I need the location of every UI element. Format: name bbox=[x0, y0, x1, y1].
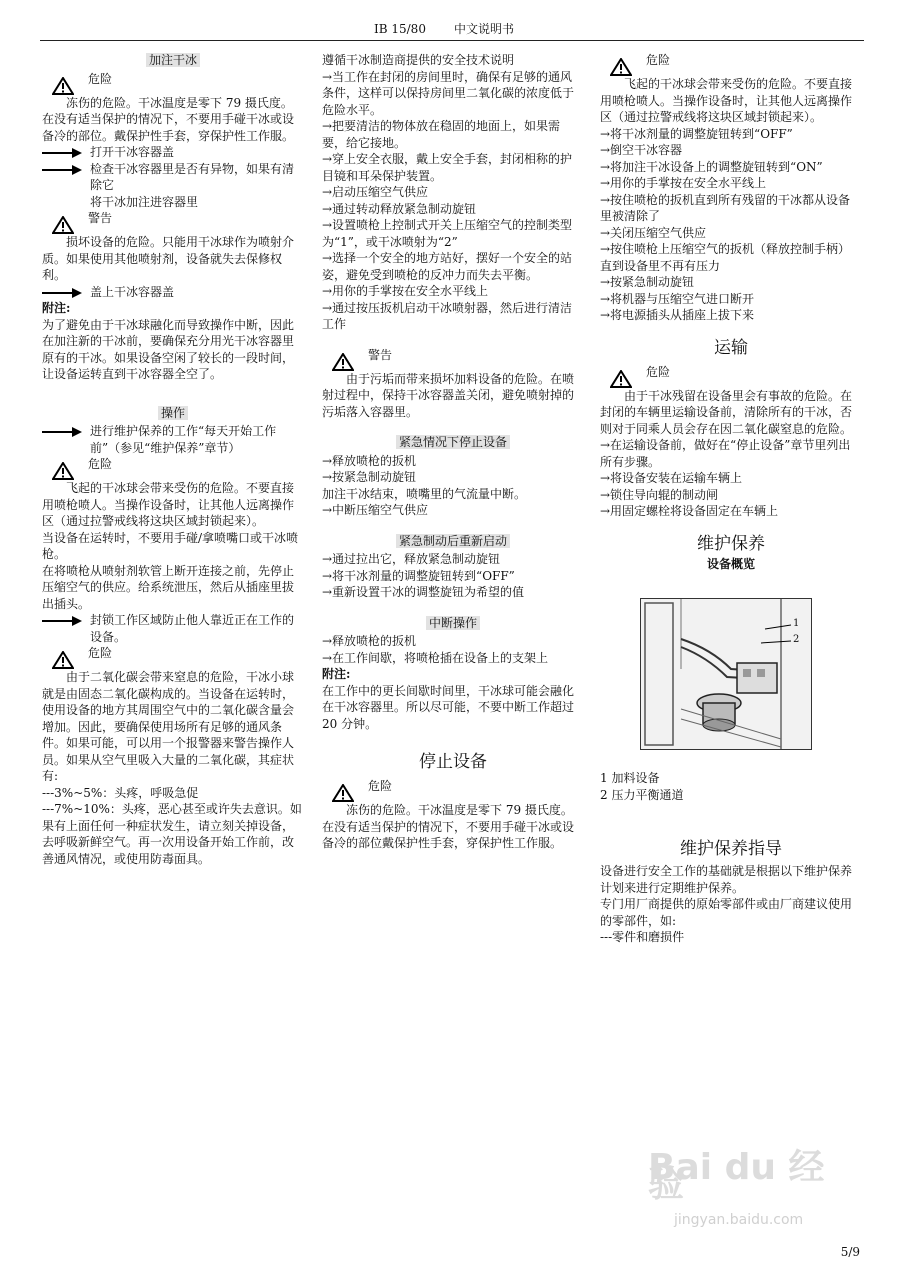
note-text: 在工作中的更长间歇时间里，干冰球可能会融化在干冰容器里。所以尽可能，不要中断工作超过 20 分钟。 bbox=[322, 683, 575, 731]
warning-triangle-icon bbox=[332, 353, 354, 371]
danger-title: 危险 bbox=[88, 646, 113, 660]
step-item: →将干冰剂量的调整旋钮转到“OFF” bbox=[322, 568, 515, 583]
danger-title: 危险 bbox=[646, 364, 671, 379]
arrow-right-icon bbox=[42, 614, 82, 628]
danger-text: 飞起的干冰球会带来受伤的危险。不要直接用喷枪喷人。当操作设备时，让其他人远离操作区（通过拉警戒线将这块区域封锁起来）。 bbox=[42, 481, 295, 528]
step-item: →用固定螺栓将设备固定在车辆上 bbox=[600, 504, 779, 518]
danger-title: 危险 bbox=[368, 779, 393, 793]
step-item: →穿上安全衣服，戴上安全手套，封闭相称的护目镜和耳朵保护装置。 bbox=[322, 152, 573, 183]
section-heading-restart: 紧急制动后重新启动 bbox=[322, 533, 584, 550]
step-item: →倒空干冰容器 bbox=[600, 143, 683, 157]
note-text: 为了避免由于干冰球融化而导致操作中断，因此在加注新的干冰前，要确保充分用光干冰容器里原有的干冰。如果设备空闲了较长的一段时间，让设备运转直到干冰容器全空了。 bbox=[42, 317, 295, 381]
column-2 bbox=[322, 52, 584, 852]
danger-block bbox=[322, 778, 584, 802]
step-item: →将干冰剂量的调整旋钮转到“OFF” bbox=[600, 126, 793, 141]
section-heading-add-ice: 加注干冰 bbox=[42, 52, 304, 69]
step-item: →释放喷枪的扳机 bbox=[322, 634, 417, 648]
step-item: →重新设置干冰的调整旋钮为希望的值 bbox=[322, 585, 525, 599]
arrow-right-icon bbox=[42, 163, 82, 177]
step-item: →中断压缩空气供应 bbox=[322, 503, 429, 517]
guide-text: ---零件和磨损件 bbox=[600, 930, 685, 944]
arrow-right-icon bbox=[42, 425, 82, 439]
device-overview-figure bbox=[640, 598, 812, 750]
step-item: 进行维护保养的工作“每天开始工作前”（参见“维护保养”章节） bbox=[42, 423, 304, 456]
legend-item: 1 加料设备 bbox=[600, 771, 660, 785]
danger-block bbox=[42, 645, 304, 669]
danger-text: 飞起的干冰球会带来受伤的危险。不要直接用喷枪喷人。当操作设备时，让其他人远离操作区（通过拉警戒线将这块区域封锁起来）。 bbox=[600, 77, 853, 124]
warning-block bbox=[42, 210, 304, 234]
step-item: →锁住导向辊的制动闸 bbox=[600, 487, 719, 502]
danger-block bbox=[600, 52, 862, 76]
warning-triangle-icon bbox=[332, 784, 354, 802]
guide-text: 专门用厂商提供的原始零部件或由厂商建议使用的零部件，如: bbox=[600, 897, 853, 928]
note-title: 附注: bbox=[322, 667, 351, 681]
step-item: 打开干冰容器盖 bbox=[42, 144, 304, 161]
section-heading-maintenance: 维护保养 bbox=[697, 533, 765, 554]
step-item: →按紧急制动旋钮 bbox=[322, 470, 417, 484]
danger-title: 危险 bbox=[88, 71, 113, 86]
warning-triangle-icon bbox=[52, 651, 74, 669]
note-title: 附注: bbox=[42, 301, 71, 315]
arrow-right-icon bbox=[42, 146, 82, 160]
step-item: →将加注干冰设备上的调整旋钮转到“ON” bbox=[600, 159, 823, 174]
step-item: →用你的手掌按在安全水平线上 bbox=[600, 176, 767, 190]
op-text: 在将喷枪从喷射剂软管上断开连接之前，先停止压缩空气的供应。给系统泄压，然后从插座里拔出插头。 bbox=[42, 563, 295, 611]
step-item: →通过拉出它，释放紧急制动旋钮 bbox=[322, 552, 501, 566]
step-item: →在工作间歇，将喷枪插在设备上的支架上 bbox=[322, 650, 549, 665]
danger-block bbox=[42, 456, 304, 480]
section-heading-transport: 运输 bbox=[714, 337, 748, 358]
danger-text: 冻伤的危险。干冰温度是零下 79 摄氏度。在没有适当保护的情况下，不要用手碰干冰或设备冷的部位。戴保护性手套，穿保护性工作服。 bbox=[42, 95, 295, 143]
step-item: 检查干冰容器里是否有异物，如果有清除它 bbox=[42, 161, 304, 194]
warning-block bbox=[322, 347, 584, 371]
op-text: 当设备在运转时，不要用手碰/拿喷嘴口或干冰喷枪。 bbox=[42, 530, 299, 561]
doc-title: 中文说明书 bbox=[454, 22, 515, 36]
watermark-url: jingyan.baidu.com bbox=[674, 1212, 804, 1228]
warning-triangle-icon bbox=[610, 370, 632, 388]
step-item: →关闭压缩空气供应 bbox=[600, 225, 707, 240]
step-item: 将干冰加注进容器里 bbox=[90, 194, 199, 209]
step-item: →把要清洁的物体放在稳固的地面上，如果需要，给它接地。 bbox=[322, 119, 561, 150]
device-illustration bbox=[641, 599, 811, 749]
step-item: →通过按压扳机启动干冰喷射器，然后进行清洁工作 bbox=[322, 300, 573, 331]
danger-block bbox=[600, 364, 862, 388]
figure-label-2: 2 bbox=[793, 634, 800, 645]
warning-triangle-icon bbox=[52, 462, 74, 480]
watermark-brand: Bai du 经验 bbox=[648, 1147, 825, 1205]
step-item: →启动压缩空气供应 bbox=[322, 185, 429, 199]
baidu-watermark bbox=[648, 1147, 858, 1250]
danger-block bbox=[42, 71, 304, 95]
section-heading-interrupt: 中断操作 bbox=[322, 615, 584, 632]
step-item: →当工作在封闭的房间里时，确保有足够的通风条件，这样可以保持房间里二氧化碳的浓度低于危险水平。 bbox=[322, 69, 575, 117]
step-item: →按住喷枪的扳机直到所有残留的干冰都从设备里被清除了 bbox=[600, 192, 851, 223]
step-item: →设置喷枪上控制式开关上压缩空气的控制类型为“1”，或干冰喷射为“2” bbox=[322, 218, 573, 249]
step-item: →释放喷枪的扳机 bbox=[322, 453, 417, 468]
step-item: →选择一个安全的地方站好，摆好一个安全的站姿，避免受到喷枪的反冲力而失去平衡。 bbox=[322, 251, 573, 282]
section-heading-stop: 停止设备 bbox=[419, 752, 487, 772]
warning-text: 由于污垢而带来损坏加料设备的危险。在喷射过程中，保持干冰容器盖关闭，避免喷射掉的污垢落入容器里。 bbox=[322, 371, 575, 419]
warning-title: 警告 bbox=[368, 347, 393, 362]
section-heading-emergency-stop: 紧急情况下停止设备 bbox=[322, 434, 584, 451]
symptom-item: ---3%~5%：头疼，呼吸急促 bbox=[42, 785, 199, 800]
estop-text: 加注干冰结束，喷嘴里的气流量中断。 bbox=[322, 486, 527, 501]
step-item: →按紧急制动旋钮 bbox=[600, 275, 695, 289]
page-header bbox=[40, 18, 864, 41]
intro-text: 遵循干冰制造商提供的安全技术说明 bbox=[322, 53, 515, 67]
warning-text: 损坏设备的危险。只能用干冰球作为喷射介质。如果使用其他喷射剂，设备就失去保修权利。 bbox=[42, 235, 295, 282]
guide-text: 设备进行安全工作的基础就是根据以下维护保养计划来进行定期维护保养。 bbox=[600, 864, 853, 895]
step-item: →按住喷枪上压缩空气的扳机（释放控制手柄）直到设备里不再有压力 bbox=[600, 242, 851, 273]
column-3 bbox=[600, 52, 862, 946]
section-heading-overview: 设备概览 bbox=[706, 556, 755, 571]
figure-label-1: 1 bbox=[793, 618, 800, 629]
section-heading-operation: 操作 bbox=[42, 405, 304, 422]
warning-triangle-icon bbox=[52, 77, 74, 95]
step-item: →将机器与压缩空气进口断开 bbox=[600, 291, 755, 306]
column-1 bbox=[42, 52, 304, 867]
danger-text: 冻伤的危险。干冰温度是零下 79 摄氏度。在没有适当保护的情况下，不要用手碰干冰或设备冷的部位戴保护性手套，穿保护性工作服。 bbox=[322, 803, 575, 850]
doc-number: IB 15/80 bbox=[374, 22, 426, 36]
danger-title: 危险 bbox=[88, 457, 113, 471]
arrow-right-icon bbox=[42, 286, 82, 300]
section-heading-maintenance-guide: 维护保养指导 bbox=[680, 839, 782, 859]
legend-item: 2 压力平衡通道 bbox=[600, 787, 684, 802]
warning-title: 警告 bbox=[88, 211, 113, 225]
danger-text: 由于干冰残留在设备里会有事故的危险。在封闭的车辆里运输设备前，清除所有的干冰，否则对于同乘人员会存在因二氧化碳窒息的危险。 bbox=[600, 388, 853, 436]
step-item: →将设备安装在运输车辆上 bbox=[600, 471, 743, 485]
warning-triangle-icon bbox=[52, 216, 74, 234]
step-item: →通过转动释放紧急制动旋钮 bbox=[322, 201, 477, 216]
danger-text: 由于二氧化碳会带来窒息的危险，干冰小球就是由固态二氧化碳构成的。当设备在运转时，使用设备的地方其周围空气中的二氧化碳含量会增加。因此，要确保使用场所有足够的通风条件。如果可能，可以用一个报警器来警告操作人员。如果从空气里吸入大量的二氧化碳，其症状有: bbox=[42, 670, 295, 783]
warning-triangle-icon bbox=[610, 58, 632, 76]
page-number: 5/9 bbox=[840, 1245, 860, 1259]
step-item: →在运输设备前，做好在“停止设备”章节里列出所有步骤。 bbox=[600, 438, 851, 469]
step-item: 盖上干冰容器盖 bbox=[42, 284, 304, 301]
step-item: 封锁工作区域防止他人靠近正在工作的设备。 bbox=[42, 612, 304, 645]
step-item: →用你的手掌按在安全水平线上 bbox=[322, 284, 489, 298]
step-item: →将电源插头从插座上拔下来 bbox=[600, 308, 755, 322]
symptom-item: ---7%~10%：头疼，恶心甚至或许失去意识。如果有上面任何一种症状发生，请立刻关掉设备，去呼吸新鲜空气。再一次用设备开始工作前，改善通风情况，或使用防毒面具。 bbox=[42, 802, 302, 866]
danger-title: 危险 bbox=[646, 53, 671, 67]
